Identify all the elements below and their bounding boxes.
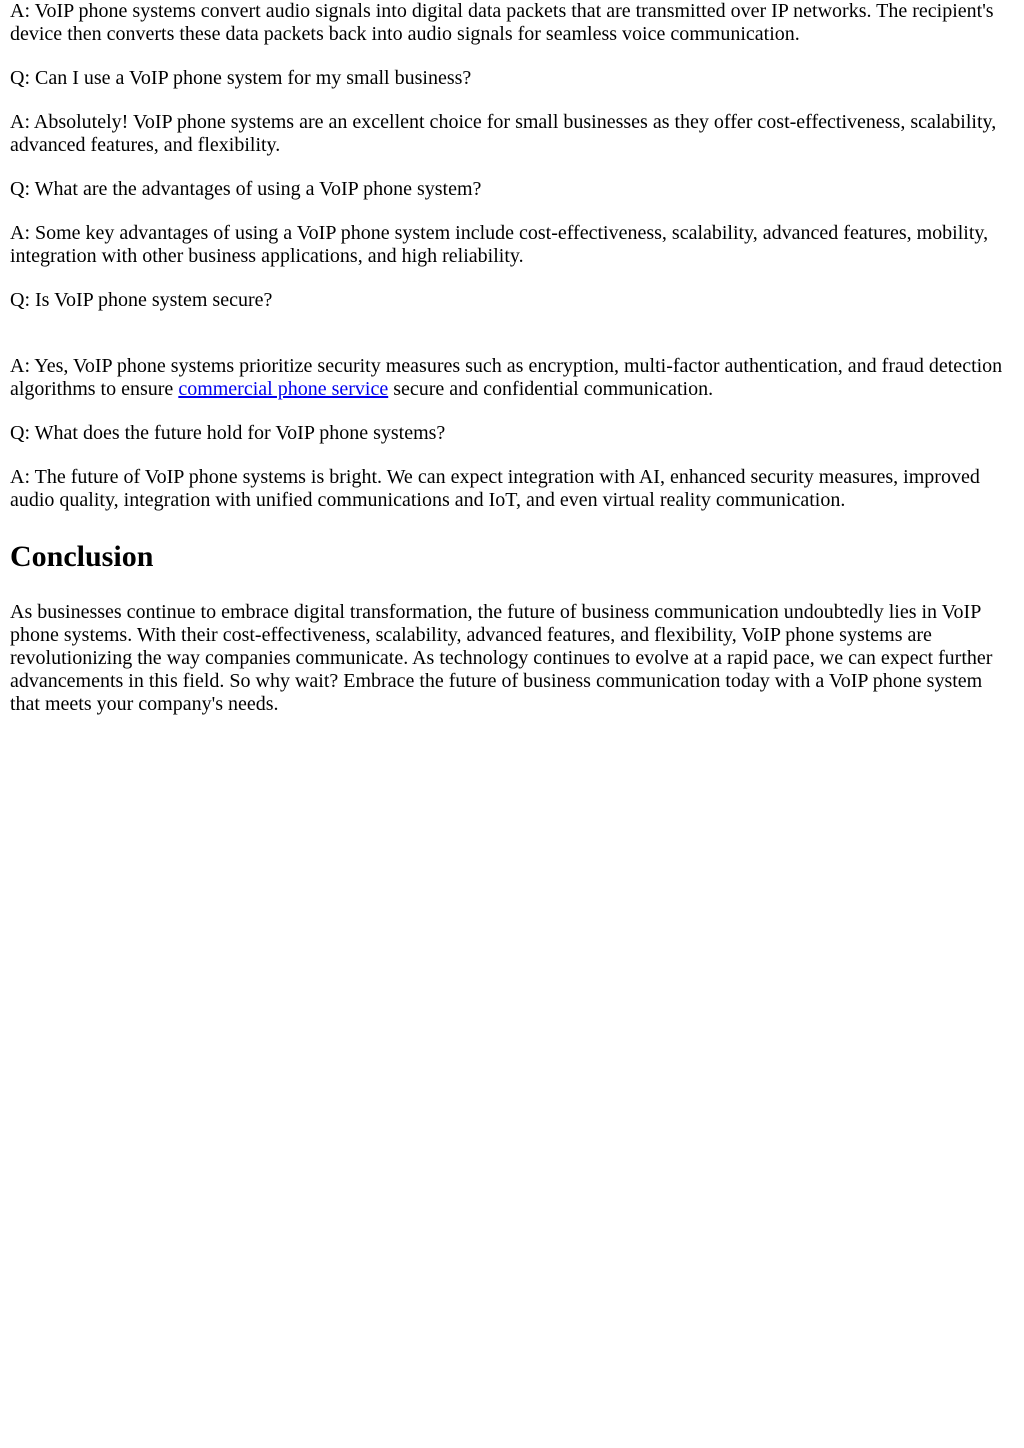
faq-answer-security-after: secure and confidential communication. [388, 378, 714, 400]
conclusion-heading: Conclusion [10, 540, 154, 573]
faq-answer-security-before: A: Yes, VoIP phone systems prioritize security measures such as encryption, multi-factor authentication, and fraud detection algorithms to ensure [10, 355, 1003, 400]
faq-question-small-business: Q: Can I use a VoIP phone system for my small business? [10, 67, 472, 89]
faq-answer-how-it-works: A: VoIP phone systems convert audio signals into digital data packets that are transmitted over IP networks. The recipient's device then converts these data packets back into audio signals for seamless voice communication. [10, 0, 994, 45]
article-content [0, 0, 1024, 716]
commercial-phone-service-link[interactable]: commercial phone service [178, 378, 389, 400]
faq-answer-advantages: A: Some key advantages of using a VoIP phone system include cost-effectiveness, scalability, advanced features, mobility, integration with other business applications, and high reliability. [10, 222, 989, 267]
conclusion-paragraph: As businesses continue to embrace digital transformation, the future of business communication undoubtedly lies in VoIP phone systems. With their cost-effectiveness, scalability, advanced features, and flexibility, VoIP phone systems are revolutionizing the way companies communicate. As technology continues to evolve at a rapid pace, we can expect further advancements in this field. So why wait? Embrace the future of business communication today with a VoIP phone system that meets your company's needs. [10, 601, 993, 715]
faq-question-advantages: Q: What are the advantages of using a VoIP phone system? [10, 178, 482, 200]
faq-question-future: Q: What does the future hold for VoIP phone systems? [10, 422, 446, 444]
faq-answer-future: A: The future of VoIP phone systems is bright. We can expect integration with AI, enhanced security measures, improved audio quality, integration with unified communications and IoT, and even virtual reality communication. [10, 466, 980, 511]
faq-answer-security [10, 355, 1014, 401]
faq-answer-small-business: A: Absolutely! VoIP phone systems are an excellent choice for small businesses as they offer cost-effectiveness, scalability, advanced features, and flexibility. [10, 111, 997, 156]
faq-question-security: Q: Is VoIP phone system secure? [10, 289, 273, 311]
